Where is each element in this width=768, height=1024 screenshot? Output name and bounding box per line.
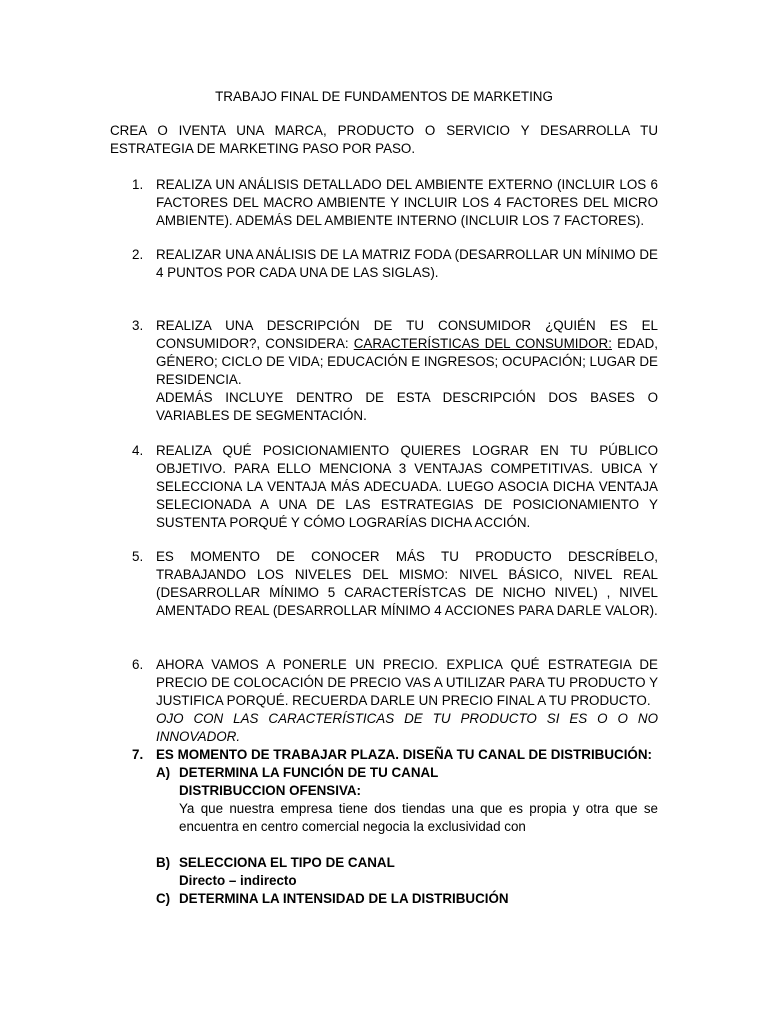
- item-text: ES MOMENTO DE CONOCER MÁS TU PRODUCTO DESCRÍBELO, TRABAJANDO LOS NIVELES DEL MISMO: NIVEL BÁSICO, NIVEL REAL (DESARROLLAR MÍNIMO 5 CARACTERÍSTCAS DE NICHO NIVEL) , NIVEL AMENTADO REAL (DESARROLLAR MÍNIMO 4 ACCIONES PARA DARLE VALOR).: [156, 549, 658, 618]
- subitem-letter: C): [156, 891, 171, 906]
- item-number: 3.: [132, 318, 144, 333]
- item-number: 1.: [132, 177, 144, 192]
- item-extra-text: ADEMÁS INCLUYE DENTRO DE ESTA DESCRIPCIÓN DOS BASES O VARIABLES DE SEGMENTACIÓN.: [156, 390, 658, 423]
- item-number: 7.: [132, 747, 144, 762]
- list-item-2: [110, 246, 658, 282]
- item-italic-note: OJO CON LAS CARACTERÍSTICAS DE TU PRODUCTO SI ES O O NO INNOVADOR.: [156, 711, 658, 744]
- subitem-answer-heading: DISTRIBUCCION OFENSIVA:: [179, 783, 362, 798]
- item-text: ES MOMENTO DE TRABAJAR PLAZA. DISEÑA TU CANAL DE DISTRIBUCIÓN:: [156, 747, 652, 762]
- subitem-letter: B): [156, 855, 171, 870]
- item-text: REALIZAR UNA ANÁLISIS DE LA MATRIZ FODA (DESARROLLAR UN MÍNIMO DE 4 PUNTOS POR CADA UNA DE LAS SIGLAS).: [156, 247, 658, 280]
- subitem-heading: DETERMINA LA INTENSIDAD DE LA DISTRIBUCIÓN: [179, 891, 509, 906]
- item-number: 6.: [132, 657, 144, 672]
- list-item-5: [110, 548, 658, 620]
- item-text-before: REALIZA UNA DESCRIPCIÓN DE TU CONSUMIDOR ¿QUIÉN ES EL CONSUMIDOR?, CONSIDERA:: [156, 318, 658, 351]
- subitem-answer-heading: Directo – indirecto: [179, 873, 297, 888]
- item-text: REALIZA UN ANÁLISIS DETALLADO DEL AMBIENTE EXTERNO (INCLUIR LOS 6 FACTORES DEL MACRO AMBIENTE Y INCLUIR LOS 4 FACTORES DEL MICRO AMBIENTE). ADEMÁS DEL AMBIENTE INTERNO (INCLUIR LOS 7 FACTORES).: [156, 177, 658, 228]
- item-number: 2.: [132, 247, 144, 262]
- item-text: [156, 317, 658, 389]
- document-title: TRABAJO FINAL DE FUNDAMENTOS DE MARKETING: [215, 89, 553, 104]
- subitem-heading: SELECCIONA EL TIPO DE CANAL: [179, 855, 395, 870]
- intro-paragraph: CREA O IVENTA UNA MARCA, PRODUCTO O SERVICIO Y DESARROLLA TU ESTRATEGIA DE MARKETING PASO POR PASO.: [110, 123, 658, 156]
- subitem-c: [156, 890, 658, 908]
- list-item-1: [110, 176, 658, 230]
- list-item-4: [110, 442, 658, 532]
- item-text: REALIZA QUÉ POSICIONAMIENTO QUIERES LOGRAR EN TU PÚBLICO OBJETIVO. PARA ELLO MENCIONA 3 VENTAJAS COMPETITIVAS. UBICA Y SELECCIONA LA VENTAJA MÁS ADECUADA. LUEGO ASOCIA DICHA VENTAJA SELECIONADA A UNA DE LAS ESTRATEGIAS DE POSICIONAMIENTO Y SUSTENTA PORQUÉ Y CÓMO LOGRARÍAS DICHA ACCIÓN.: [156, 443, 658, 530]
- subitem-b: [156, 854, 658, 890]
- list-item-6: [110, 656, 658, 746]
- item-text-after: EDAD, GÉNERO; CICLO DE VIDA; EDUCACIÓN E INGRESOS; OCUPACIÓN; LUGAR DE RESIDENCIA.: [156, 336, 658, 387]
- item-text: AHORA VAMOS A PONERLE UN PRECIO. EXPLICA QUÉ ESTRATEGIA DE PRECIO DE COLOCACIÓN DE PRECIO VAS A UTILIZAR PARA TU PRODUCTO Y JUSTIFICA PORQUÉ. RECUERDA DARLE UN PRECIO FINAL A TU PRODUCTO.: [156, 657, 658, 708]
- list-item-3: [110, 317, 658, 425]
- item-number: 5.: [132, 549, 144, 564]
- subitem-answer: Ya que nuestra empresa tiene dos tiendas una que es propia y otra que se encuentra en centro comercial negocia la exclusividad con: [179, 801, 658, 834]
- subitem-a: [156, 764, 658, 836]
- item-number: 4.: [132, 443, 144, 458]
- consumer-characteristics-underlined: CARACTERÍSTICAS DEL CONSUMIDOR:: [353, 336, 612, 351]
- subitem-heading: DETERMINA LA FUNCIÓN DE TU CANAL: [179, 765, 439, 780]
- list-item-7: [110, 746, 658, 908]
- subitem-letter: A): [156, 765, 171, 780]
